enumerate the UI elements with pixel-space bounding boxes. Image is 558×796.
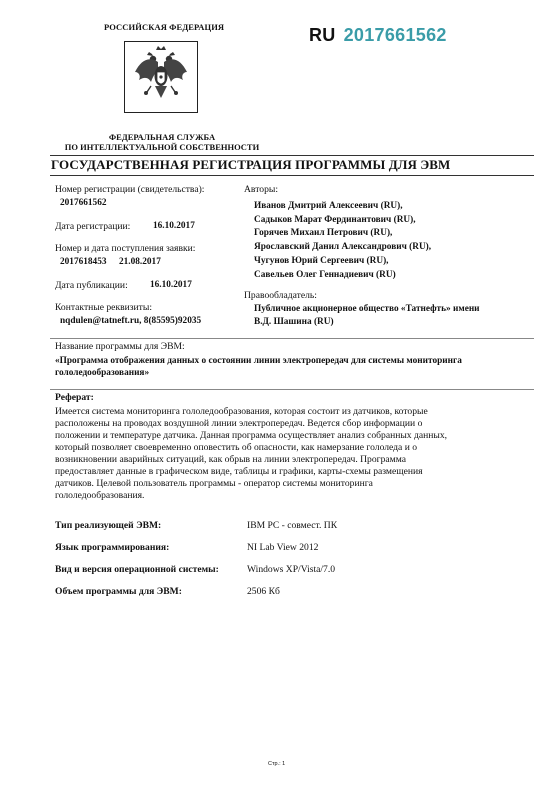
spec-language-value: NI Lab View 2012 (247, 542, 319, 553)
abstract-line: положении и температуре датчика. Данная программа осуществляет анализ собранных данных, (55, 430, 448, 441)
rightholder-label: Правообладатель: (244, 290, 317, 301)
authors-label: Авторы: (244, 184, 278, 195)
abstract-line: датчиков. Целевой пользователь программы - оператор системы мониторинга (55, 478, 373, 489)
program-name-line-1: «Программа отображения данных о состоянии линии электропередач для системы мониторинга (55, 356, 462, 366)
application-number: 2017618453 (60, 257, 107, 267)
emblem-frame (124, 41, 198, 113)
publication-value: 16.10.2017 (150, 280, 192, 290)
author-item: Иванов Дмитрий Алексеевич (RU), (254, 201, 403, 211)
author-item: Чугунов Юрий Сергеевич (RU), (254, 255, 389, 266)
author-item: Садыков Марат Фердинантович (RU), (254, 214, 416, 225)
application-date: 21.08.2017 (119, 257, 161, 267)
abstract-line: расположены на проводах воздушной линии электропередач. Ведется сбор информации о (55, 418, 423, 429)
abstract-line: гололедообразования. (55, 490, 145, 501)
reg-number-value: 2017661562 (60, 198, 107, 208)
agency-name (50, 132, 274, 152)
contacts-label: Контактные реквизиты: (55, 302, 152, 313)
country-name: РОССИЙСКАЯ ФЕДЕРАЦИЯ (104, 22, 225, 32)
spec-size-value: 2506 Кб (247, 586, 280, 597)
registration-code (309, 25, 447, 46)
spec-os-label: Вид и версия операционной системы: (55, 564, 219, 575)
application-label: Номер и дата поступления заявки: (55, 243, 196, 254)
section-divider (50, 338, 534, 339)
spec-computer-type-value: IBM PC - совмест. ПК (247, 520, 338, 531)
program-name-line-2: гололедообразования» (55, 368, 150, 378)
agency-line-1: ФЕДЕРАЛЬНАЯ СЛУЖБА (108, 132, 216, 142)
author-item: Ярославский Данил Александрович (RU), (254, 242, 432, 253)
spec-os-value: Windows XP/Vista/7.0 (247, 564, 336, 575)
authors-list (254, 200, 431, 282)
coat-of-arms-icon (125, 42, 197, 112)
program-name-label: Название программы для ЭВМ: (55, 341, 185, 352)
rightholder-line-1: Публичное акционерное общество «Татнефть» имени (254, 304, 480, 314)
abstract-line: который позволяет своевременно оповестить об опасности, как намерзание гололеда и о (55, 442, 418, 453)
rightholder-value (254, 303, 524, 329)
title-bottom-rule (50, 175, 534, 176)
abstract-divider (50, 389, 534, 390)
program-name-value (55, 355, 535, 379)
spec-language-label: Язык программирования: (55, 542, 170, 553)
spec-computer-type-label: Тип реализующей ЭВМ: (55, 520, 162, 531)
abstract-line: предоставляет данные в графическом виде, таблицы и графики, карты-схемы размещения (55, 466, 423, 477)
author-item: Горячев Михаил Петрович (RU), (254, 228, 393, 239)
reg-number-label: Номер регистрации (свидетельства): (55, 184, 205, 195)
abstract-line: Имеется система мониторинга гололедообразования, которая состоит из датчиков, которые (55, 406, 428, 417)
contacts-value: nqdulen@tatneft.ru, 8(85595)92035 (60, 316, 202, 326)
abstract-text (55, 406, 533, 502)
rightholder-line-2: В.Д. Шашина (RU) (254, 317, 334, 327)
country-code: RU (309, 25, 336, 45)
publication-label: Дата публикации: (55, 280, 128, 291)
reg-date-label: Дата регистрации: (55, 221, 131, 232)
abstract-label: Реферат: (55, 392, 94, 403)
page-number: Стр.: 1 (268, 761, 286, 767)
author-item: Савельев Олег Геннадиевич (RU) (254, 269, 396, 280)
spec-size-label: Объем программы для ЭВМ: (55, 586, 182, 597)
document-title: ГОСУДАРСТВЕННАЯ РЕГИСТРАЦИЯ ПРОГРАММЫ ДЛЯ ЭВМ (51, 157, 451, 172)
title-top-rule (50, 155, 534, 156)
registration-number-header: 2017661562 (343, 25, 447, 45)
agency-line-2: ПО ИНТЕЛЛЕКТУАЛЬНОЙ СОБСТВЕННОСТИ (64, 142, 260, 152)
reg-date-value: 16.10.2017 (153, 221, 195, 231)
abstract-line: возникновении аварийных ситуаций, как обрыв на линии электропередач. Программа (55, 454, 406, 465)
